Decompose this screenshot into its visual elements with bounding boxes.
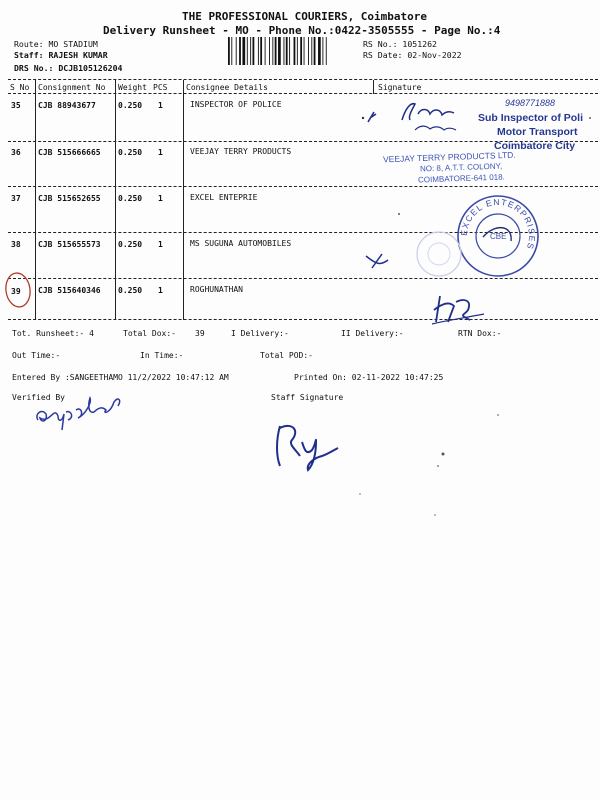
row-sno: 37 <box>11 194 21 203</box>
row-consignee: EXCEL ENTEPRIE <box>190 193 258 202</box>
row-weight: 0.250 <box>118 148 143 157</box>
rtn-dox: RTN Dox:- <box>458 329 502 338</box>
row-sno: 35 <box>11 101 21 110</box>
row-pcs: 1 <box>158 101 163 110</box>
staff-signature-label: Staff Signature <box>271 393 344 402</box>
rs-date: RS Date: 02-Nov-2022 <box>363 50 462 60</box>
row-pcs: 1 <box>158 194 163 203</box>
veejay-stamp-line3: COIMBATORE-641 018. <box>417 172 505 185</box>
total-pod: Total POD:- <box>260 351 313 360</box>
police-stamp-line1: Sub Inspector of Poli <box>478 112 584 124</box>
row-consignee: VEEJAY TERRY PRODUCTS <box>190 147 292 156</box>
route-label: Route: MO STADIUM <box>14 39 98 49</box>
police-stamp-line2: Motor Transport <box>497 126 578 138</box>
col-consignment: Consignment No <box>38 83 106 92</box>
col-pcs: PCS <box>153 83 168 92</box>
row-weight: 0.250 <box>118 194 143 203</box>
total-dox-label: Total Dox:- <box>123 329 176 338</box>
row-consignment: CJB 515652655 <box>38 194 101 203</box>
printed-on: Printed On: 02-11-2022 10:47:25 <box>294 373 444 382</box>
ii-delivery: II Delivery:- <box>341 329 404 338</box>
row-consignment: CJB 88943677 <box>38 101 96 110</box>
row-consignment: CJB 515640346 <box>38 286 101 295</box>
col-weight: Weight <box>118 83 147 92</box>
col-sno: S No <box>10 83 30 92</box>
row-pcs: 1 <box>158 286 163 295</box>
row-sno: 36 <box>11 148 21 157</box>
row-pcs: 1 <box>158 148 163 157</box>
row-weight: 0.250 <box>118 286 143 295</box>
row-sno: 39 <box>11 287 21 296</box>
police-stamp-line3: Coimbatore City <box>494 140 576 152</box>
company-title: THE PROFESSIONAL COURIERS, Coimbatore <box>182 10 428 23</box>
col-consignee: Consignee Details <box>186 83 268 92</box>
rs-number: RS No.: 1051262 <box>363 39 437 49</box>
col-signature: Signature <box>378 83 422 92</box>
excel-stamp-ring-text: EXCEL ENTERPRISES <box>458 196 538 252</box>
entered-by: Entered By :SANGEETHAMO 11/2/2022 10:47:12 AM <box>12 373 229 382</box>
row-consignee: MS SUGUNA AUTOMOBILES <box>190 239 292 248</box>
excel-stamp-center: CBE <box>490 232 507 241</box>
staff-label: Staff: RAJESH KUMAR <box>14 50 108 60</box>
out-time: Out Time:- <box>12 351 61 360</box>
row-consignment: CJB 515655573 <box>38 240 101 249</box>
drs-number: DRS No.: DCJB105126204 <box>14 63 123 73</box>
row-sno: 38 <box>11 240 21 249</box>
row-weight: 0.250 <box>118 240 143 249</box>
veejay-stamp-line1: VEEJAY TERRY PRODUCTS LTD. <box>382 149 516 165</box>
verified-by: Verified By <box>12 393 65 402</box>
row-consignment: CJB 515666665 <box>38 148 101 157</box>
handwritten-phone: 9498771888 <box>505 98 556 108</box>
row-pcs: 1 <box>158 240 163 249</box>
veejay-stamp-line2: NO: 8, A.T.T. COLONY, <box>419 161 503 174</box>
row-weight: 0.250 <box>118 101 143 110</box>
total-dox-value: 39 <box>195 329 205 338</box>
i-delivery: I Delivery:- <box>231 329 289 338</box>
runsheet-title: Delivery Runsheet - MO - Phone No.:0422-3505555 - Page No.:4 <box>103 24 501 37</box>
in-time: In Time:- <box>140 351 184 360</box>
row-consignee: ROGHUNATHAN <box>190 285 243 294</box>
tot-runsheet: Tot. Runsheet:- 4 <box>12 329 94 338</box>
row-consignee: INSPECTOR OF POLICE <box>190 100 282 109</box>
